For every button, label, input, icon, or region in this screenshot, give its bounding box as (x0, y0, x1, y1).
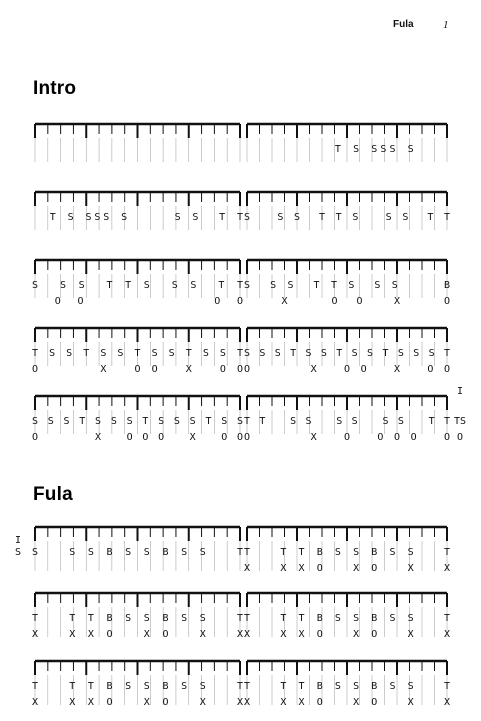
intro-row1-measure0-stroke: S (94, 212, 101, 223)
intro-row4-measure1-stroke: T (243, 416, 251, 427)
fula-row1-measure1-bass: O (371, 629, 378, 640)
fula-row2-measure0-stroke: S (181, 681, 188, 692)
fula-row1-measure1-bass: X (443, 629, 451, 640)
fula-row2-measure1-stroke: S (353, 681, 360, 692)
fula-row1-measure1-stroke: S (407, 613, 414, 624)
fula-row0-measure0-stroke: S (87, 547, 94, 558)
fula-row2-measure0-bass: O (106, 697, 113, 708)
intro-row3-measure0-bass: O (31, 364, 39, 375)
intro-row4-measure0-stroke: S (110, 416, 117, 427)
intro-row1-measure1-stroke: S (352, 212, 359, 223)
intro-row4-measure0-stroke: S (158, 416, 165, 427)
intro-row3-measure1-stroke: S (428, 348, 435, 359)
intro-row3-measure0-stroke: S (66, 348, 73, 359)
intro-row2-measure1-bass: O (443, 296, 451, 307)
fula-row0-measure1-bass: X (298, 563, 305, 574)
intro-row3-measure0-stroke: T (83, 348, 90, 359)
intro-row2-measure0-bass: O (77, 296, 84, 307)
intro-row4-measure0-stroke: T (142, 416, 149, 427)
fula-row2-measure1-stroke: B (371, 681, 378, 692)
intro-row4-measure0-stroke: S (31, 416, 39, 427)
intro-row3-measure1-bass: O (343, 364, 351, 375)
intro-row1-measure0-stroke: S (103, 212, 110, 223)
fula-row1-measure1-bass: X (407, 629, 414, 640)
intro-row2-measure1-stroke: S (348, 280, 355, 291)
intro-row3-measure0-bass: O (219, 364, 226, 375)
fula-row1-measure0-stroke: S (181, 613, 188, 624)
intro-row4-measure0-bass: X (95, 432, 102, 443)
fula-row2-measure0-bass: O (162, 697, 169, 708)
intro-row4-measure0-bass: O (31, 432, 39, 443)
fula-row0-measure1-bass: X (407, 563, 414, 574)
fula-row1-measure1-stroke: S (334, 613, 341, 624)
fula-row2-measure1-bass: X (243, 697, 251, 708)
intro-row3-measure0-stroke: S (100, 348, 107, 359)
fula-row1-measure1-bass: X (298, 629, 305, 640)
fula-lead-mark: I (14, 535, 22, 546)
intro-row4-measure0-stroke: S (63, 416, 70, 427)
intro-row3-measure1-stroke: T (336, 348, 343, 359)
page-number: 1 (443, 19, 449, 31)
fula-row2-measure1-bass: X (407, 697, 414, 708)
intro-row2-measure0-stroke: S (31, 280, 39, 291)
intro-row3-measure1-stroke: S (274, 348, 281, 359)
fula-row1-measure1-stroke: B (316, 613, 323, 624)
intro-row3-measure0-stroke: S (202, 348, 209, 359)
intro-row3-measure0-stroke: T (236, 348, 244, 359)
intro-row1-measure0-stroke: T (49, 212, 56, 223)
fula-row1-measure1-stroke: S (353, 613, 360, 624)
intro-row3-measure1-stroke: S (305, 348, 312, 359)
fula-row1-measure0-bass: X (31, 629, 39, 640)
fula-row2-measure0-stroke: T (69, 681, 76, 692)
intro-row2-measure0-stroke: T (125, 280, 132, 291)
intro-row3-measure1-bass: O (360, 364, 367, 375)
intro-row4-measure0-bass: O (158, 432, 165, 443)
intro-row3-measure0-bass: O (134, 364, 141, 375)
intro-row3-measure1-stroke: S (243, 348, 251, 359)
intro-row4-measure0-bass: X (189, 432, 196, 443)
fula-row0-measure1-stroke: S (407, 547, 414, 558)
intro-row2-measure0-stroke: S (78, 280, 85, 291)
fula-row0-measure1-stroke: S (389, 547, 396, 558)
intro-row4-measure1-stroke: S (351, 416, 358, 427)
fula-row0-measure1-bass: X (443, 563, 451, 574)
fula-row1-measure0-bass: X (69, 629, 76, 640)
intro-row4-measure1-bass: O (343, 432, 351, 443)
intro-row3-measure1-stroke: T (290, 348, 297, 359)
intro-row1-measure1-stroke: S (293, 212, 301, 223)
fula-row0-measure0-stroke: B (162, 547, 169, 558)
fula-row2-measure1-stroke: T (298, 681, 305, 692)
intro-end-mark-stroke: TS (453, 416, 467, 427)
fula-row2-measure1-stroke: T (280, 681, 287, 692)
fula-row1-measure0-stroke: S (199, 613, 206, 624)
fula-row2-measure1-stroke: T (443, 681, 451, 692)
fula-row1-measure0-stroke: T (236, 613, 244, 624)
fula-row1-measure0-stroke: T (69, 613, 76, 624)
fula-row1-measure1-stroke: S (389, 613, 396, 624)
intro-row4-measure1-bass: O (410, 432, 417, 443)
intro-row3-measure0-bass: X (100, 364, 107, 375)
intro-row4-measure0-bass: O (142, 432, 149, 443)
intro-row3-measure1-stroke: S (367, 348, 374, 359)
intro-row3-measure0-bass: O (151, 364, 158, 375)
intro-row4-measure0-stroke: S (173, 416, 180, 427)
fula-row1-measure1-bass: X (280, 629, 287, 640)
fula-row2-measure0-stroke: S (143, 681, 150, 692)
intro-row3-measure1-stroke: T (443, 348, 451, 359)
intro-row1-measure0-stroke: S (174, 212, 181, 223)
fula-row0-measure0-stroke: S (143, 547, 150, 558)
fula-row1-measure0-bass: O (106, 629, 113, 640)
intro-row2-measure1-bass: X (393, 296, 401, 307)
intro-row0-measure1-stroke: S (371, 144, 378, 155)
fula-row2-measure1-bass: X (298, 697, 305, 708)
fula-row1-measure0-bass: X (236, 629, 244, 640)
intro-row4-measure0-stroke: T (205, 416, 212, 427)
intro-row3-measure0-bass: X (185, 364, 192, 375)
intro-row3-measure1-bass: O (243, 364, 251, 375)
fula-row0-measure1-bass: X (353, 563, 360, 574)
fula-row0-measure1-stroke: T (243, 547, 251, 558)
intro-row0-measure1-stroke: S (407, 144, 414, 155)
fula-row1-measure1-bass: X (243, 629, 251, 640)
fula-row2-measure1-bass: X (353, 697, 360, 708)
fula-row1-measure0-stroke: T (31, 613, 39, 624)
intro-row4-measure1-stroke: S (336, 416, 343, 427)
fula-row0-measure1-stroke: B (316, 547, 323, 558)
intro-row3-measure0-stroke: T (31, 348, 39, 359)
fula-row0-measure1-stroke: T (443, 547, 451, 558)
fula-row2-measure1-stroke: B (316, 681, 323, 692)
fula-row2-measure0-stroke: B (106, 681, 113, 692)
intro-row1-measure1-stroke: S (243, 212, 251, 223)
intro-row3-measure1-stroke: S (320, 348, 327, 359)
intro-row3-measure0-stroke: T (185, 348, 192, 359)
fula-row0-measure1-stroke: T (280, 547, 287, 558)
fula-row0-measure0-stroke: S (31, 547, 39, 558)
intro-row0-measure1-stroke: S (389, 144, 396, 155)
fula-row2-measure1-stroke: T (243, 681, 251, 692)
intro-end-mark-top: I (456, 386, 464, 397)
intro-row3-measure0-stroke: S (117, 348, 124, 359)
intro-row4-measure0-stroke: S (95, 416, 102, 427)
fula-row0-measure1-bass: O (316, 563, 323, 574)
fula-row1-measure1-bass: O (316, 629, 323, 640)
fula-row1-measure0-bass: X (199, 629, 206, 640)
fula-row2-measure0-stroke: S (125, 681, 132, 692)
fula-row2-measure1-stroke: S (407, 681, 414, 692)
intro-row3-measure0-stroke: S (168, 348, 175, 359)
intro-row4-measure0-bass: O (221, 432, 228, 443)
section-title-intro: Intro (33, 78, 77, 99)
fula-row2-measure1-bass: O (316, 697, 323, 708)
fula-row2-measure1-stroke: S (389, 681, 396, 692)
fula-row0-measure1-bass: X (243, 563, 251, 574)
intro-row2-measure1-stroke: T (313, 280, 320, 291)
intro-row3-measure1-stroke: S (413, 348, 420, 359)
fula-row0-measure1-stroke: B (371, 547, 378, 558)
intro-row0-measure1-stroke: S (380, 144, 387, 155)
fula-row1-measure1-bass: X (353, 629, 360, 640)
fula-row1-measure1-stroke: T (443, 613, 451, 624)
fula-row0-measure1-stroke: S (353, 547, 360, 558)
intro-row3-measure1-stroke: S (397, 348, 404, 359)
intro-row1-measure0-stroke: S (192, 212, 199, 223)
fula-row0-measure0-stroke: S (69, 547, 76, 558)
intro-row1-measure1-stroke: T (443, 212, 451, 223)
fula-row1-measure0-bass: X (143, 629, 150, 640)
fula-lead-stroke: S (14, 547, 22, 558)
intro-row1-measure1-stroke: S (385, 212, 392, 223)
intro-row0-measure1-stroke: S (353, 144, 360, 155)
fula-row0-measure1-stroke: T (298, 547, 305, 558)
intro-row3-measure0-stroke: S (151, 348, 158, 359)
fula-row1-measure1-stroke: T (280, 613, 287, 624)
intro-row2-measure0-bass: O (54, 296, 61, 307)
intro-row1-measure0-stroke: T (219, 212, 226, 223)
intro-row3-measure1-bass: O (427, 364, 434, 375)
intro-row1-measure1-stroke: S (277, 212, 284, 223)
fula-row1-measure0-stroke: S (125, 613, 132, 624)
intro-row4-measure1-bass: O (393, 432, 401, 443)
fula-row0-measure0-stroke: B (106, 547, 113, 558)
intro-row4-measure0-stroke: S (236, 416, 244, 427)
intro-row4-measure1-bass: O (243, 432, 251, 443)
fula-row1-measure0-stroke: B (162, 613, 169, 624)
intro-row4-measure1-bass: O (443, 432, 451, 443)
intro-row4-measure0-stroke: S (221, 416, 228, 427)
intro-row2-measure1-stroke: S (243, 280, 251, 291)
intro-row3-measure1-stroke: S (259, 348, 266, 359)
intro-row2-measure0-stroke: S (59, 280, 66, 291)
intro-end-mark-bass: O (456, 432, 464, 443)
intro-row4-measure1-stroke: S (305, 416, 312, 427)
fula-row2-measure1-bass: O (371, 697, 378, 708)
fula-row1-measure0-bass: O (162, 629, 169, 640)
intro-row4-measure1-stroke: S (382, 416, 389, 427)
intro-row2-measure1-bass: X (281, 296, 288, 307)
intro-row2-measure1-stroke: S (287, 280, 294, 291)
fula-row2-measure0-bass: X (199, 697, 206, 708)
intro-row2-measure1-stroke: B (443, 280, 451, 291)
fula-row2-measure0-bass: X (69, 697, 76, 708)
fula-row2-measure0-bass: X (236, 697, 244, 708)
fula-row0-measure0-stroke: T (236, 547, 244, 558)
intro-row2-measure0-stroke: T (218, 280, 225, 291)
fula-row0-measure0-stroke: S (125, 547, 132, 558)
intro-row2-measure0-bass: O (214, 296, 221, 307)
intro-row4-measure1-stroke: T (259, 416, 266, 427)
intro-row4-measure0-stroke: S (189, 416, 196, 427)
intro-row4-measure1-bass: O (377, 432, 384, 443)
intro-row0-measure1-stroke: T (334, 144, 341, 155)
section-title-fula: Fula (33, 484, 73, 505)
fula-row1-measure0-stroke: B (106, 613, 113, 624)
intro-row3-measure1-stroke: S (351, 348, 358, 359)
intro-row2-measure1-stroke: S (391, 280, 398, 291)
intro-row2-measure0-stroke: S (143, 280, 150, 291)
intro-row4-measure0-bass: O (236, 432, 244, 443)
intro-row1-measure1-stroke: T (427, 212, 434, 223)
fula-row1-measure0-stroke: T (87, 613, 94, 624)
intro-row1-measure0-stroke: S (67, 212, 74, 223)
fula-row1-measure1-stroke: B (371, 613, 378, 624)
intro-row2-measure0-stroke: S (171, 280, 178, 291)
intro-row4-measure1-stroke: T (428, 416, 435, 427)
fula-row2-measure0-bass: X (87, 697, 94, 708)
fula-row2-measure1-bass: X (280, 697, 287, 708)
intro-row4-measure0-stroke: S (47, 416, 54, 427)
intro-row4-measure1-stroke: S (290, 416, 297, 427)
intro-row3-measure0-stroke: S (219, 348, 226, 359)
fula-row2-measure0-bass: X (143, 697, 150, 708)
fula-row0-measure1-stroke: S (334, 547, 341, 558)
intro-row1-measure1-stroke: T (318, 212, 326, 223)
intro-row3-measure0-bass: O (236, 364, 244, 375)
intro-row1-measure0-stroke: T (236, 212, 244, 223)
fula-row0-measure0-stroke: S (199, 547, 206, 558)
fula-row1-measure1-stroke: T (243, 613, 251, 624)
intro-row4-measure1-stroke: S (397, 416, 404, 427)
fula-row2-measure0-stroke: T (87, 681, 94, 692)
fula-row2-measure0-stroke: T (236, 681, 244, 692)
intro-row4-measure0-stroke: S (126, 416, 133, 427)
running-head-title: Fula (393, 19, 414, 30)
intro-row3-measure0-stroke: S (49, 348, 56, 359)
intro-row1-measure1-stroke: T (335, 212, 342, 223)
intro-row4-measure0-stroke: T (79, 416, 86, 427)
intro-row2-measure1-stroke: S (374, 280, 381, 291)
fula-row0-measure0-stroke: S (181, 547, 188, 558)
fula-row2-measure1-bass: X (443, 697, 451, 708)
intro-row3-measure1-bass: O (443, 364, 451, 375)
fula-row1-measure0-bass: X (87, 629, 94, 640)
intro-row3-measure0-stroke: T (134, 348, 141, 359)
intro-row3-measure1-stroke: T (382, 348, 389, 359)
fula-row2-measure0-bass: X (31, 697, 39, 708)
fula-row1-measure1-stroke: T (298, 613, 305, 624)
fula-row0-measure1-bass: X (280, 563, 287, 574)
fula-row2-measure0-stroke: T (31, 681, 39, 692)
fula-row0-measure1-bass: O (371, 563, 378, 574)
intro-row2-measure0-bass: O (236, 296, 244, 307)
fula-row2-measure1-stroke: S (334, 681, 341, 692)
intro-row2-measure1-bass: O (356, 296, 363, 307)
intro-row4-measure0-bass: O (126, 432, 133, 443)
fula-row2-measure0-stroke: S (199, 681, 206, 692)
intro-row3-measure1-bass: X (310, 364, 317, 375)
intro-row1-measure1-stroke: S (402, 212, 409, 223)
intro-row2-measure0-stroke: T (106, 280, 113, 291)
intro-row2-measure0-stroke: T (236, 280, 244, 291)
fula-row1-measure0-stroke: S (143, 613, 150, 624)
fula-row2-measure0-stroke: B (162, 681, 169, 692)
intro-row3-measure1-bass: X (393, 364, 401, 375)
intro-row2-measure0-stroke: S (190, 280, 197, 291)
intro-row4-measure1-bass: X (310, 432, 317, 443)
intro-row4-measure1-stroke: T (443, 416, 451, 427)
intro-row1-measure0-stroke: S (85, 212, 92, 223)
intro-row2-measure1-stroke: T (330, 280, 337, 291)
intro-row1-measure0-stroke: S (121, 212, 128, 223)
intro-row2-measure1-stroke: S (270, 280, 277, 291)
intro-row2-measure1-bass: O (331, 296, 338, 307)
